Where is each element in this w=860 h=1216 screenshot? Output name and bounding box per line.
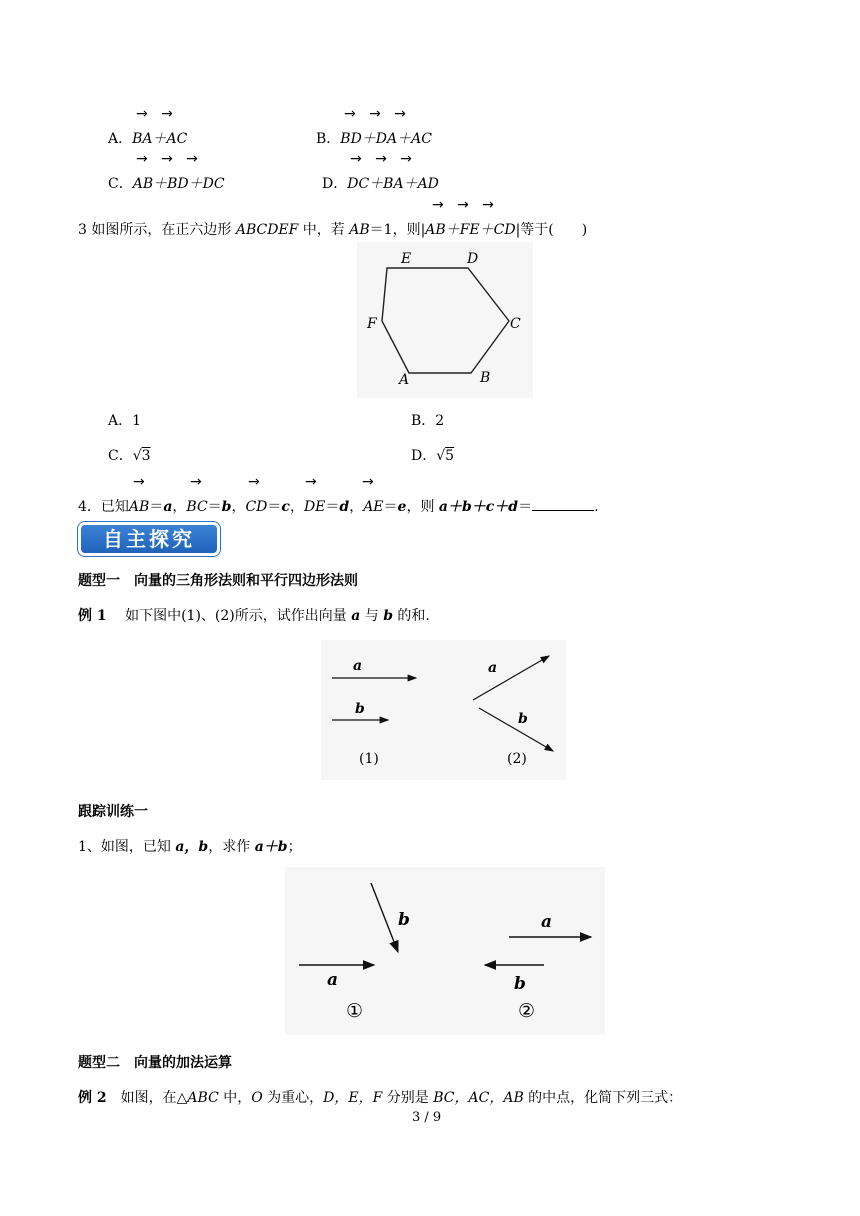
- page-number: 3 / 9: [412, 1110, 442, 1125]
- hexagon-figure: [357, 242, 533, 398]
- vector-b1-label: b: [398, 910, 410, 930]
- figure-caption-circled-1: ①: [346, 1000, 364, 1022]
- vector-a2-line: [473, 656, 549, 700]
- q3-stem: 3 如图所示，在正六边形 ABCDEF 中，若 AB＝1，则|AB＋FE＋CD|等于( ): [78, 222, 588, 238]
- vertex-label-c: C: [510, 316, 521, 332]
- vector-a2-label: a: [488, 660, 498, 676]
- vector-arrow: → →: [136, 106, 173, 122]
- answer-blank: [532, 498, 594, 511]
- sqrt-sign: √: [132, 448, 142, 464]
- sqrt-sign: √: [436, 448, 446, 464]
- hexagon-shape: [382, 268, 509, 373]
- vector-arrow: →: [248, 474, 260, 490]
- vector-arrow: → → →: [136, 151, 198, 167]
- vector-b-label: b: [355, 701, 365, 717]
- example1: 例 1 如下图中(1)、(2)所示，试作出向量 a 与 b 的和.: [78, 608, 430, 624]
- q2-option-d: D．DC＋BA＋AD: [322, 176, 439, 192]
- vector-arrow: → → →: [344, 106, 406, 122]
- vector-arrow: → → →: [432, 197, 494, 213]
- vector-arrow: →: [362, 474, 374, 490]
- figure-caption-1: (1): [359, 751, 379, 767]
- vector-arrow: →: [305, 474, 317, 490]
- vector-a1-label: a: [327, 970, 339, 990]
- vertex-label-e: E: [401, 251, 412, 267]
- q3-option-a: A．1: [108, 413, 142, 429]
- q3-option-d: D．√5: [411, 448, 455, 464]
- q4-stem: 4．已知AB＝a，BC＝b，CD＝c，DE＝d，AE＝e，则 a＋b＋c＋d＝ .: [78, 499, 599, 515]
- vertex-label-a: A: [399, 372, 410, 388]
- q2-option-c: C．AB＋BD＋DC: [108, 176, 225, 192]
- vector-b2-line: [479, 708, 553, 751]
- vector-diagram-2: [285, 867, 605, 1035]
- type2-title: 题型二 向量的加法运算: [78, 1054, 232, 1070]
- type1-title: 题型一 向量的三角形法则和平行四边形法则: [78, 572, 358, 588]
- vector-figure-1: [321, 640, 566, 780]
- vector-a-label: a: [353, 658, 363, 674]
- vector-diagram-1: [321, 640, 566, 780]
- q3-option-c: C．√3: [108, 448, 151, 464]
- vector-a2-label: a: [541, 912, 553, 932]
- track1-question: 1、如图，已知 a，b，求作 a＋b；: [78, 839, 302, 855]
- vector-b1-line: [371, 883, 398, 952]
- q2-option-a: A．BA＋AC: [108, 131, 188, 147]
- example2: 例 2 如图，在△ABC 中，O 为重心，D，E，F 分别是 BC，AC，AB 的中点，化简下列三式：: [78, 1090, 683, 1106]
- vector-b2-label: b: [514, 974, 526, 994]
- vertex-label-b: B: [480, 370, 491, 386]
- vector-arrow: → → →: [350, 151, 412, 167]
- q3-option-b: B．2: [411, 413, 445, 429]
- vertex-label-d: D: [467, 251, 479, 267]
- vector-arrow: →: [190, 474, 202, 490]
- q2-option-b: B．BD＋DA＋AC: [316, 131, 432, 147]
- vector-figure-2: [285, 867, 605, 1035]
- vector-arrow: →: [133, 474, 145, 490]
- track1-title: 跟踪训练一: [78, 803, 148, 819]
- figure-caption-circled-2: ②: [518, 1000, 536, 1022]
- figure-caption-2: (2): [507, 751, 527, 767]
- vertex-label-f: F: [367, 316, 377, 332]
- hexagon-diagram: [357, 242, 533, 398]
- section-banner: 自主探究: [78, 522, 220, 556]
- vector-b2-label: b: [518, 711, 528, 727]
